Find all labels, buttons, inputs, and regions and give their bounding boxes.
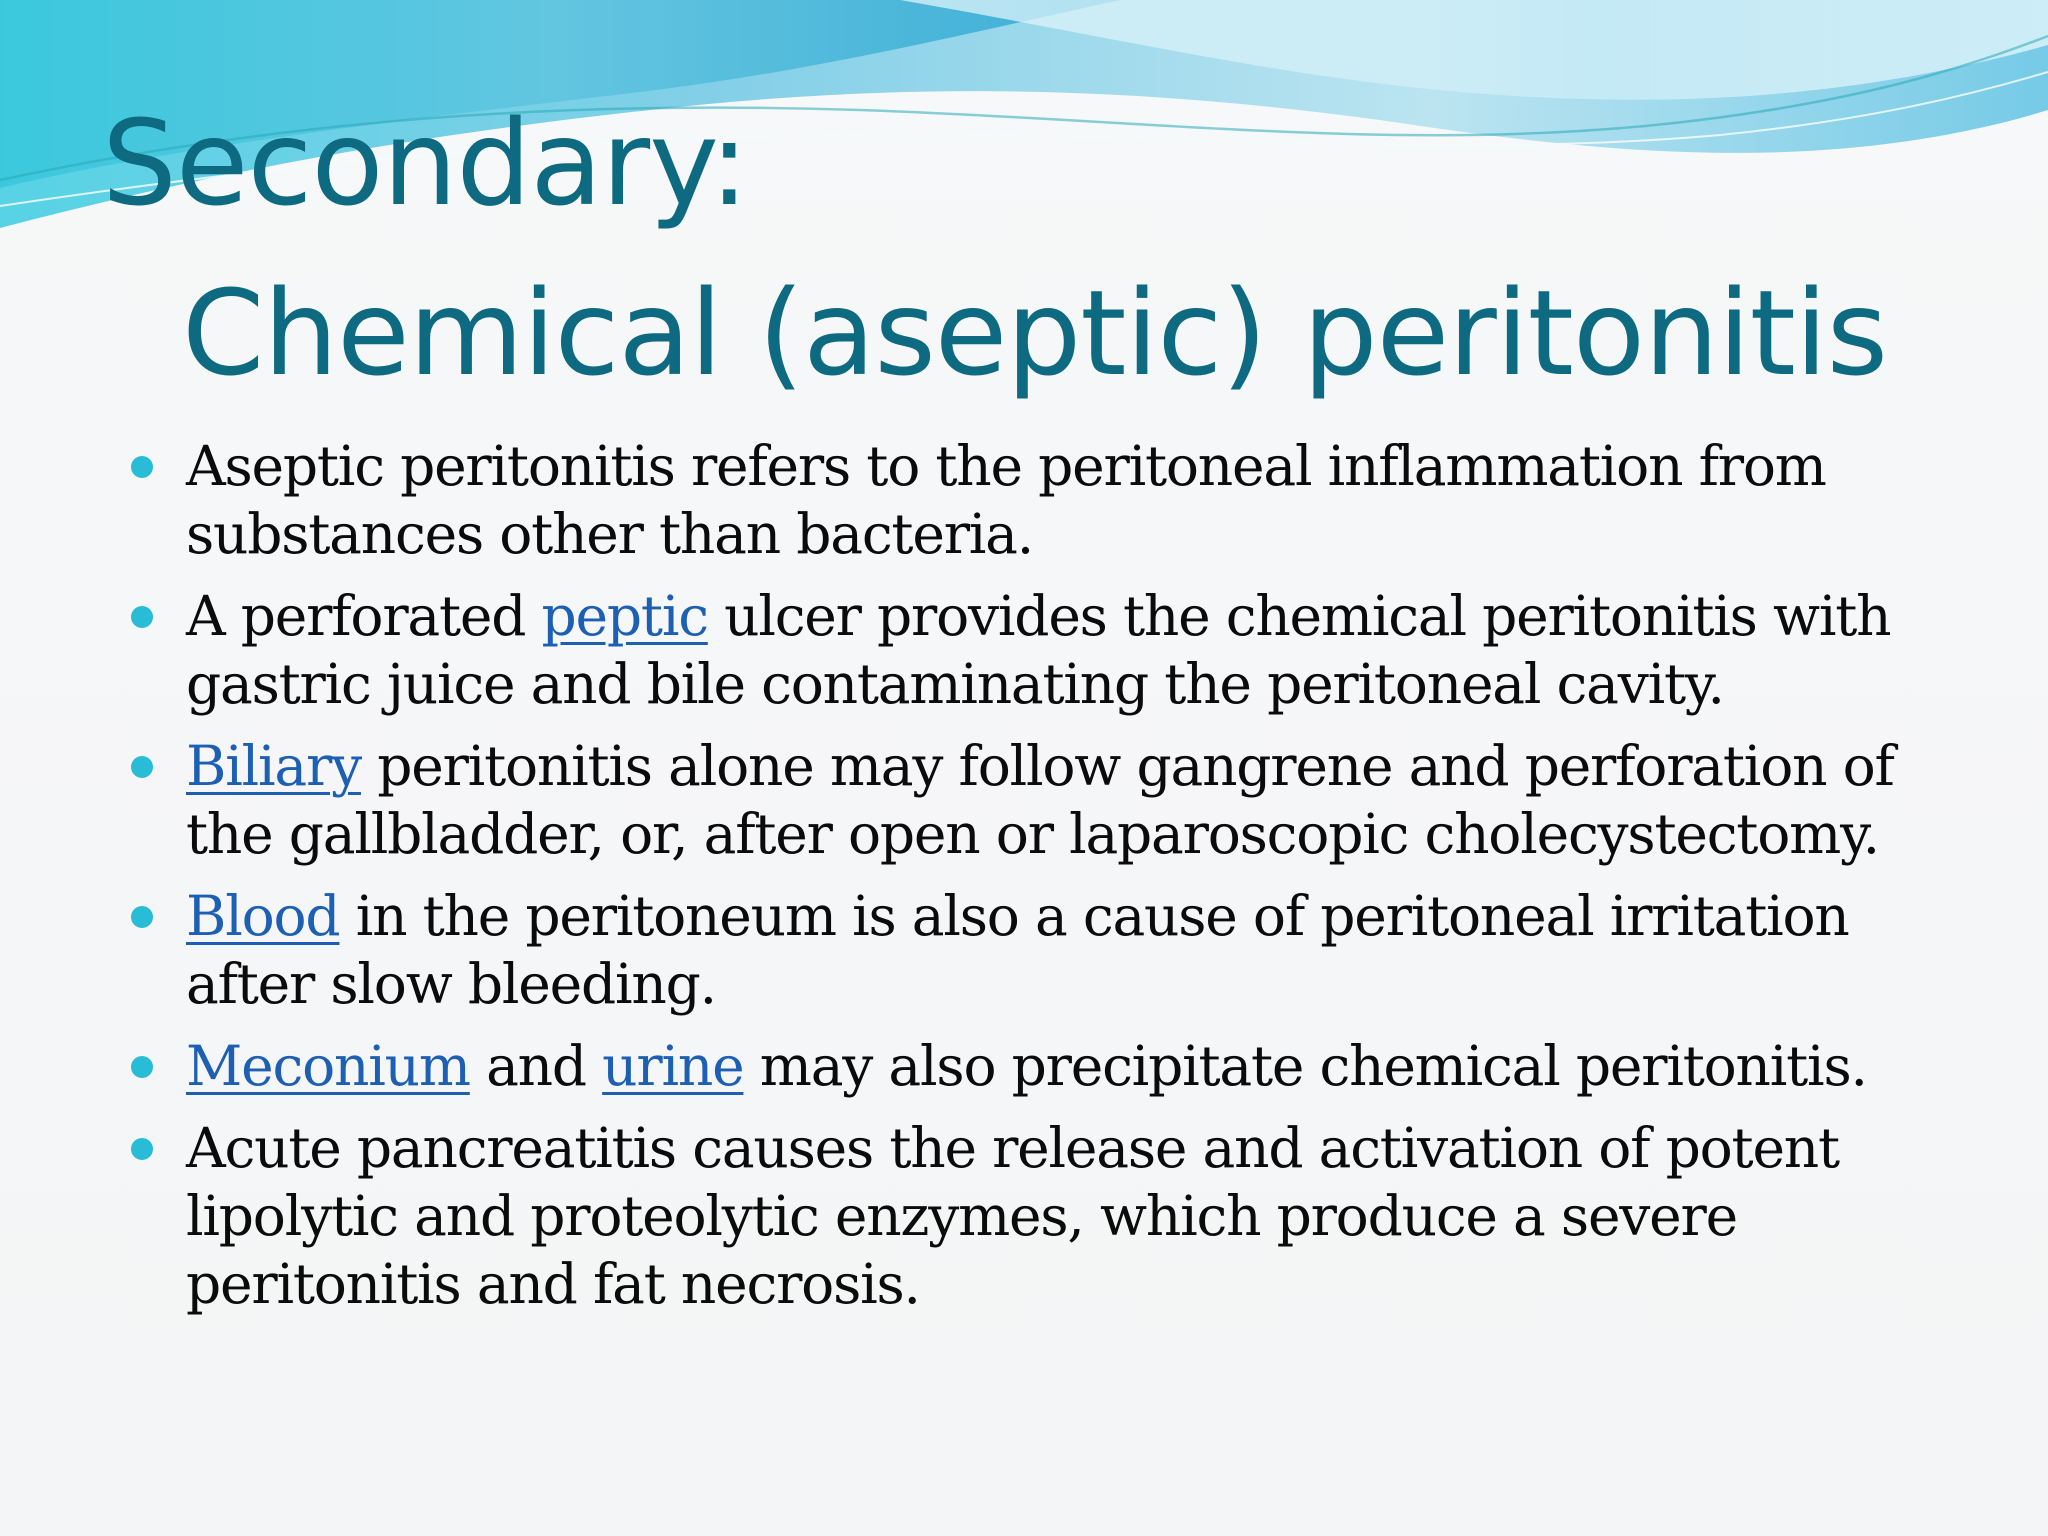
bullet-item [128,1114,1928,1318]
bullet-dot-icon [131,456,153,478]
bullet-text-segment: Acute pancreatitis causes the release and activation of potent lipolytic and proteolytic enzymes, which produce a severe peritonitis and fat necrosis. [186,1116,1839,1316]
bullet-text-segment: peritonitis alone may follow gangrene and perforation of the gallbladder, or, after open or laparoscopic cholecystectomy. [186,734,1894,866]
bullet-dot-icon [131,906,153,928]
bullet-text [186,884,1849,1016]
bullet-list [128,432,1928,1318]
bullet-item [128,582,1928,718]
bullet-text [186,1116,1839,1316]
hyperlink-peptic[interactable]: peptic [541,584,708,648]
bullet-text-segment: A perforated [186,584,542,648]
slide-title-line-1: Secondary: [102,94,749,232]
bullet-text-segment: in the peritoneum is also a cause of peritoneal irritation after slow bleeding. [186,884,1849,1016]
hyperlink-urine[interactable]: urine [602,1034,744,1098]
bullet-dot-icon [131,1138,153,1160]
bullet-text-segment: may also precipitate chemical peritonitis. [743,1034,1867,1098]
bullet-dot-icon [131,606,153,628]
hyperlink-blood[interactable]: Blood [186,884,340,948]
hyperlink-biliary[interactable]: Biliary [186,734,361,798]
bullet-item [128,732,1928,868]
bullet-item [128,1032,1928,1100]
bullet-text [186,584,1890,716]
bullet-text [186,734,1894,866]
slide-content [128,432,1928,1332]
slide-title-line-2: Chemical (aseptic) peritonitis [182,264,1888,402]
bullet-text [186,1034,1867,1098]
bullet-text-segment: ulcer provides the chemical peritonitis with gastric juice and bile contaminating the peritoneal cavity. [186,584,1891,716]
bullet-dot-icon [131,756,153,778]
bullet-item [128,882,1928,1018]
bullet-text-segment: and [469,1034,603,1098]
bullet-text-segment: Aseptic peritonitis refers to the peritoneal inflammation from substances other than bacteria. [186,434,1826,566]
bullet-dot-icon [131,1056,153,1078]
bullet-item [128,432,1928,568]
bullet-text [186,434,1826,566]
hyperlink-meconium[interactable]: Meconium [186,1034,470,1098]
